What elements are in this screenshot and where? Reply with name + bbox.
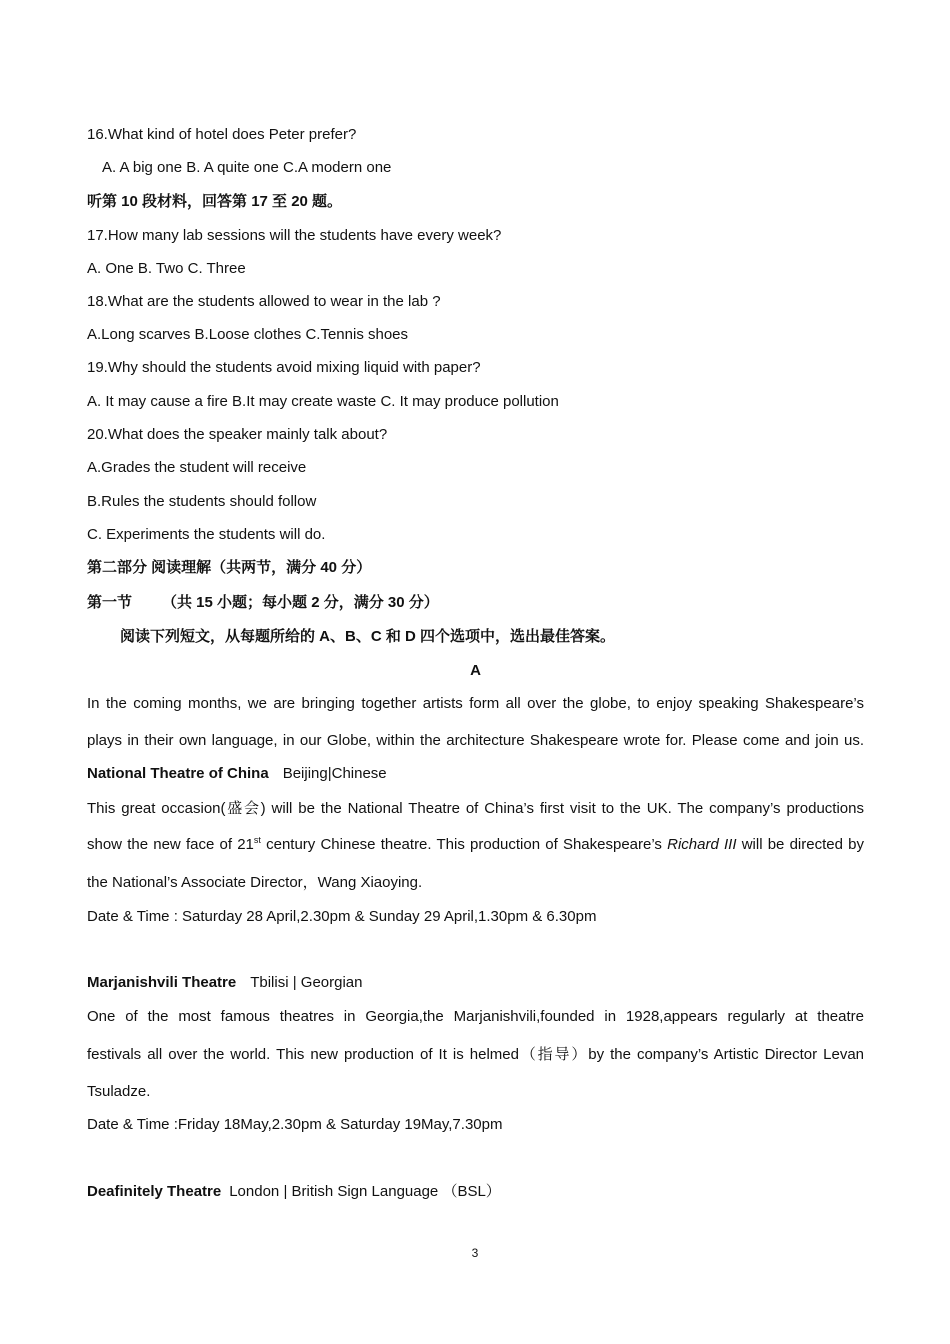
section10-instruction: 听第 10 段材料，回答第 17 至 20 题。 [87, 193, 343, 210]
theatre2-datetime: Date & Time :Friday 18May,2.30pm & Saturday 19May,7.30pm [87, 1116, 503, 1133]
reading-part-title: 第二部分 阅读理解（共两节，满分 40 分） [87, 559, 372, 576]
q18-options: A.Long scarves B.Loose clothes C.Tennis shoes [87, 326, 409, 343]
section-label: 第一节 [87, 594, 133, 611]
theatre1-location: Beijing|Chinese [282, 765, 387, 782]
theatre1-name: National Theatre of China [87, 765, 269, 782]
theatre1-line-3: the National’s Associate Director，Wang Xiaoying. [87, 874, 423, 891]
theatre1-line-2-sup: st [253, 835, 261, 845]
q19-options: A. It may cause a fire B.It may create waste C. It may produce pollution [87, 393, 559, 410]
theatre1-line-2-mid: century Chinese theatre. This production of Shakespeare’s [260, 836, 668, 853]
theatre1-datetime: Date & Time : Saturday 28 April,2.30pm & Sunday 29 April,1.30pm & 6.30pm [87, 908, 597, 925]
theatre2-line-2: festivals all over the world. This new production of It is helmed（指导）by the company’s Artistic Director Levan [87, 1046, 864, 1063]
theatre2-location: Tbilisi | Georgian [250, 974, 363, 991]
reading-instruction: 阅读下列短文，从每题所给的 A、B、C 和 D 四个选项中，选出最佳答案。 [120, 628, 616, 645]
theatre1-line-1: This great occasion(盛会) will be the National Theatre of China’s first visit to the UK. The company’s productions [87, 800, 864, 817]
theatre2-line-3: Tsuladze. [87, 1083, 151, 1100]
theatre2-line-1: One of the most famous theatres in Georgia,the Marjanishvili,founded in 1928,appears regularly at theatre [87, 1008, 864, 1025]
section-note: （共 15 小题；每小题 2 分，满分 30 分） [162, 594, 439, 611]
q19-question: 19.Why should the students avoid mixing liquid with paper? [87, 359, 481, 376]
intro-line-2: plays in their own language, in our Globe, within the architecture Shakespeare wrote for. Please come and join us. [87, 732, 864, 749]
theatre1-line-2 [87, 835, 864, 855]
intro-line-1: In the coming months, we are bringing together artists form all over the globe, to enjoy speaking Shakespeare’s [87, 695, 864, 712]
theatre1-line-2-post: will be directed by [736, 836, 864, 853]
q20-option-b: B.Rules the students should follow [87, 493, 317, 510]
q20-option-c: C. Experiments the students will do. [87, 526, 326, 543]
q16-options: A. A big one B. A quite one C.A modern one [102, 159, 392, 176]
passage-letter: A [470, 662, 481, 679]
theatre3-location: London | British Sign Language （BSL） [229, 1183, 501, 1200]
q17-question: 17.How many lab sessions will the students have every week? [87, 227, 502, 244]
theatre3-heading [87, 1182, 864, 1202]
page-number: 3 [471, 1246, 479, 1260]
q20-question: 20.What does the speaker mainly talk about? [87, 426, 388, 443]
q16-question: 16.What kind of hotel does Peter prefer? [87, 126, 357, 143]
q20-option-a: A.Grades the student will receive [87, 459, 307, 476]
theatre2-name: Marjanishvili Theatre [87, 974, 237, 991]
reading-section-heading [87, 593, 864, 613]
theatre2-heading [87, 973, 864, 993]
theatre3-name: Deafinitely Theatre [87, 1183, 222, 1200]
theatre1-line-2-pre: show the new face of 21 [87, 836, 254, 853]
q18-question: 18.What are the students allowed to wear in the lab ? [87, 293, 441, 310]
play-title-richard-iii: Richard III [667, 836, 737, 853]
q17-options: A. One B. Two C. Three [87, 260, 246, 277]
theatre1-heading [87, 764, 864, 784]
